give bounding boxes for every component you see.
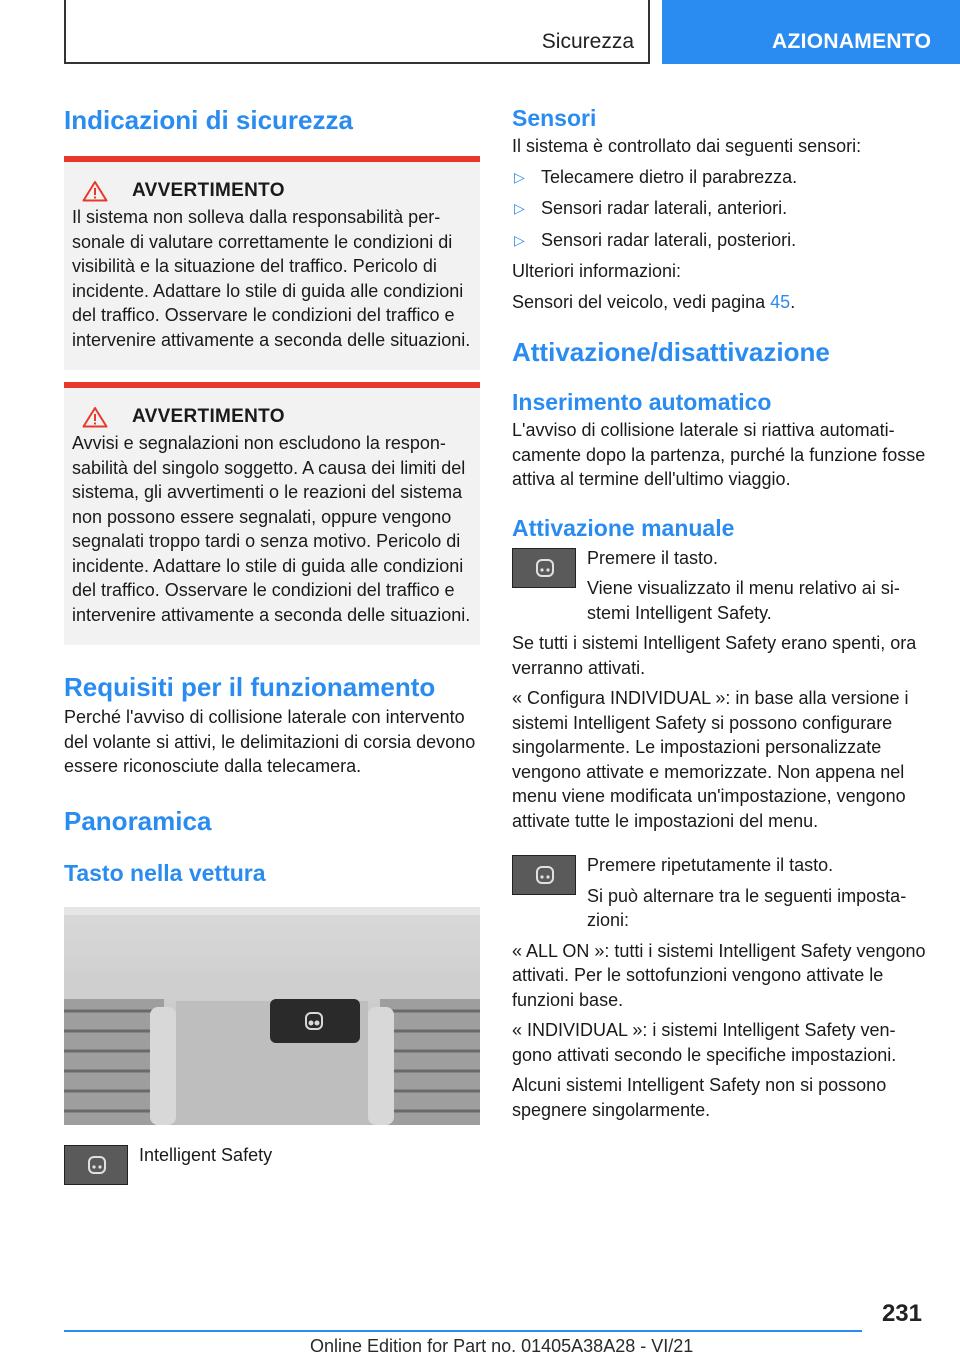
- triangle-bullet-icon: ▷: [514, 231, 525, 248]
- page-link[interactable]: 45: [770, 291, 791, 312]
- car-shield-icon: [535, 558, 555, 578]
- warning-text: Il sistema non solleva dalla responsabilità personale di valutare correttamente le condizioni di visibilità e la situazione del traffico. Pericolo di incidente. Adattare lo stile di guida alle condizioni del traffico. Osservare le condizioni del traffico e intervenire attivamente a seconda delle situazioni.: [72, 207, 471, 350]
- triangle-bullet-icon: ▷: [514, 168, 525, 185]
- intelligent-safety-button-icon[interactable]: [512, 855, 576, 895]
- menu-displayed-text: Viene visualizzato il menu relativo ai sistemi Intelligent Safety.: [587, 578, 900, 623]
- more-info-label: Ulteriori informazioni:: [512, 261, 682, 281]
- configure-individual-text: « Configura INDIVIDUAL »: in base alla versione i sistemi Intelligent Safety si possono configurare singolarmente. Le impostazioni personalizzate vengono attivate e memorizzate. Non appena nel menu viene modificata un'impostazione, vengono attivate tutte le impostazioni del menu.: [512, 688, 909, 831]
- footer-divider: [64, 1330, 862, 1332]
- all-off-text: Se tutti i sistemi Intelligent Safety erano spenti, ora verranno attivati.: [512, 633, 917, 678]
- list-item: ▷ Sensori radar laterali, posteriori.: [512, 228, 928, 253]
- intelligent-safety-label: Intelligent Safety: [139, 1144, 273, 1165]
- sensors-title: Sensori: [512, 105, 597, 131]
- safety-notes-title: Indicazioni di sicurezza: [64, 105, 353, 135]
- switch-settings-text: Si può alternare tra le seguenti impostazioni:: [587, 885, 907, 930]
- dashboard-button-photo: [64, 907, 480, 1125]
- individual-text: « INDIVIDUAL »: i sistemi Intelligent Safety vengono attivati secondo le specifiche impostazioni.: [512, 1020, 897, 1065]
- intelligent-safety-key-row: [64, 1143, 480, 1187]
- overview-title: Panoramica: [64, 805, 212, 836]
- intelligent-safety-button-icon[interactable]: [512, 548, 576, 588]
- manual-key-row: [512, 546, 928, 626]
- warning-label: AVVERTIMENTO: [132, 180, 285, 201]
- list-item: ▷ Telecamere dietro il parabrezza.: [512, 165, 928, 190]
- press-again-text: Premere ripetutamente il tasto.: [587, 855, 834, 875]
- sensors-list: [512, 165, 928, 253]
- button-in-vehicle-title: Tasto nella vettura: [64, 859, 266, 886]
- left-column: [64, 100, 480, 1187]
- sensor-reference: Sensori del veicolo, vedi pagina 45.: [512, 291, 796, 312]
- car-shield-icon: [87, 1155, 107, 1175]
- sensors-intro: Il sistema è controllato dai seguenti sensori:: [512, 136, 862, 156]
- warning-triangle-icon: [82, 180, 108, 202]
- all-on-text: « ALL ON »: tutti i sistemi Intelligent Safety vengono attivati. Per le sottofunzioni vengono attivate le funzioni base.: [512, 940, 926, 1010]
- warning-box-1: [64, 156, 480, 370]
- auto-activation-text: L'avviso di collisione laterale si riattiva automaticamente dopo la partenza, purché la funzione fosse attiva al termine dell'ultimo viaggio.: [512, 420, 926, 489]
- list-item: ▷ Sensori radar laterali, anteriori.: [512, 196, 928, 221]
- car-shield-icon: [535, 865, 555, 885]
- header-section-tab: [64, 0, 650, 64]
- header-chapter-tab[interactable]: [662, 0, 960, 64]
- repeat-key-row: [512, 853, 928, 933]
- warning-label: AVVERTIMENTO: [132, 406, 285, 427]
- intelligent-safety-button-icon[interactable]: [64, 1145, 128, 1185]
- right-column: [512, 100, 928, 1122]
- footer-edition: Online Edition for Part no. 01405A38A28 - VI/21: [310, 1336, 694, 1356]
- header-section-label: Sicurezza: [541, 30, 634, 53]
- warning-triangle-icon: [82, 406, 108, 428]
- requirements-text: Perché l'avviso di collisione laterale con intervento del volante si attivi, le delimitazioni di corsia devono essere riconosciute dalla telecamera.: [64, 707, 476, 776]
- some-systems-text: Alcuni sistemi Intelligent Safety non si possono spegnere singolarmente.: [512, 1075, 887, 1120]
- auto-activation-title: Inserimento automatico: [512, 389, 772, 415]
- activation-title: Attivazione/disattivazione: [512, 337, 830, 367]
- triangle-bullet-icon: ▷: [514, 200, 525, 216]
- warning-text: Avvisi e segnalazioni non escludono la responsabilità del singolo soggetto. A causa dei limiti del sistema, gli avvertimenti o le reazioni del sistema non possono essere segnalati, oppure vengono segnalati troppo tardi o senza motivo. Pericolo di incidente. Adattare lo stile di guida alle condizioni del traffico. Osservare le condizioni del traffico e intervenire attivamente a seconda delle situazioni.: [72, 433, 471, 625]
- press-key-text: Premere il tasto.: [587, 547, 719, 568]
- header-chapter-label: AZIONAMENTO: [772, 30, 932, 53]
- requirements-title: Requisiti per il funzionamento: [64, 672, 436, 702]
- dashboard-photo-illustration: [64, 907, 480, 1125]
- manual-activation-title: Attivazione manuale: [512, 514, 735, 541]
- warning-box-2: [64, 382, 480, 645]
- page-number: 231: [881, 1300, 922, 1327]
